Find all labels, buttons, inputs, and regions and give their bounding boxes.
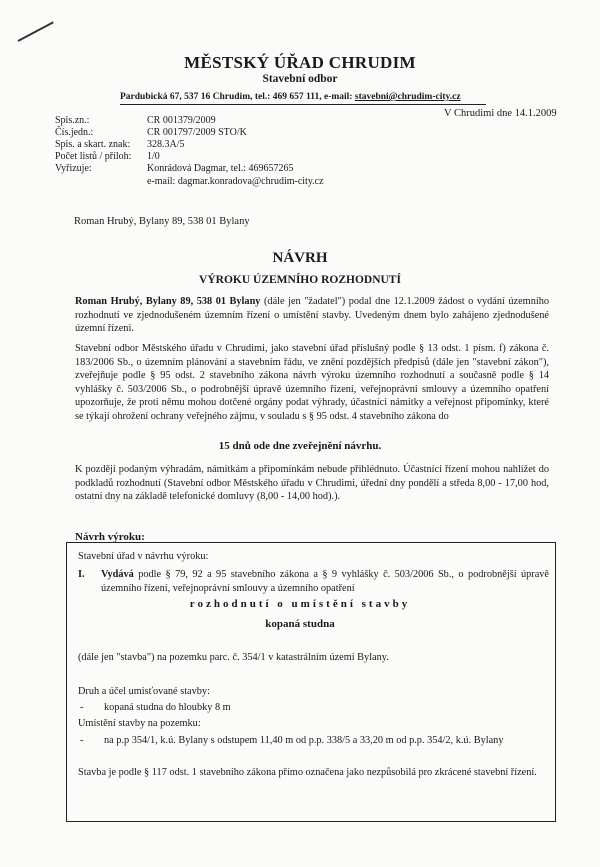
department-name: Stavební odbor [262, 73, 338, 85]
meta-value: CR 001797/2009 STO/K [147, 127, 247, 138]
office-name: MĚSTSKÝ ÚŘAD CHRUDIM [184, 53, 416, 72]
office-email-link[interactable]: stavebni@chrudim-city.cz [354, 92, 461, 102]
parcel-text: (dále jen "stavba") na pozemku parc. č. 354/1 v katastrálním území Bylany. [78, 652, 389, 663]
item-text: podle § 79, 92 a 95 stavebního zákona a § 9 vyhlášky č. 503/2006 Sb., o podrobnější úpravě územního řízení, veřejnoprávní smlouvy a územního opatření [101, 569, 549, 594]
meta-value: Konrádová Dagmar, tel.: 469657265 [147, 163, 294, 174]
location-bullet: - [80, 735, 84, 746]
item-number: I. [78, 569, 85, 580]
kind-bullet: - [80, 702, 84, 713]
meta-vyrizuje [55, 163, 294, 174]
building-name: kopaná studna [265, 618, 335, 630]
kind-label: Druh a účel umisťované stavby: [78, 686, 210, 697]
document-subtitle: VÝROKU ÚZEMNÍHO ROZHODNUTÍ [199, 274, 401, 286]
document-title: NÁVRH [272, 250, 328, 266]
meta-pocet [55, 151, 160, 162]
meta-cj [55, 127, 247, 138]
proposal-intro: Stavební úřad v návrhu výroku: [78, 551, 209, 562]
pen-mark [18, 21, 54, 42]
meta-value: 328.3A/5 [147, 139, 185, 150]
meta-label: Čís.jedn.: [55, 127, 94, 138]
meta-label: Spis. a skart. znak: [55, 139, 131, 150]
final-note: Stavba je podle § 117 odst. 1 stavebního zákona přímo označena jako nezpůsobilá pro zkrácené stavební řízení. [78, 767, 537, 778]
intro-paragraph [75, 295, 549, 336]
meta-label: Vyřizuje: [55, 163, 92, 174]
item-verb: Vydává [101, 569, 134, 580]
location-label: Umístění stavby na pozemku: [78, 718, 201, 729]
office-address [120, 92, 461, 102]
meta-spis [55, 115, 216, 126]
meta-email: e-mail: dagmar.konradova@chrudim-city.cz [147, 176, 324, 187]
inspection-paragraph: K později podaným výhradám, námitkám a připomínkám nebude přihlédnuto. Účastníci řízení mohou nahlížet do podkladů rozhodnutí (Stavební odbor Městského úřadu v Chrudimi, úřední dny pondělí a středa 8,00 - 17,00 hod, ostatní dny na základě telefonické domluvy (8,00 - 14,00 hod).). [75, 464, 549, 503]
meta-value: 1/0 [147, 151, 160, 162]
deadline-notice: 15 dnů ode dne zveřejnění návrhu. [218, 440, 382, 452]
address-text: Pardubická 67, 537 16 Chrudim, tel.: 469 657 111, e-mail: [120, 92, 355, 102]
proposal-heading: Návrh výroku: [75, 531, 145, 543]
proposal-item [101, 568, 549, 595]
date-place: V Chrudimi dne 14.1.2009 [444, 108, 557, 119]
recipient-address: Roman Hrubý, Bylany 89, 538 01 Bylany [74, 216, 250, 227]
applicant-name: Roman Hrubý, Bylany 89, 538 01 Bylany [75, 296, 261, 307]
kind-item: kopaná studna do hloubky 8 m [104, 702, 231, 713]
meta-label: Počet listů / příloh: [55, 151, 132, 162]
intro-text: (dále jen "žadatel") podal dne 12.1.2009 žádost o vydání územního rozhodnutí ve zjednodušeném územním řízení o umístění stavby. Uvedeným dnem bylo zahájeno zjednodušené územní řízení. [75, 296, 550, 335]
legal-paragraph: Stavební odbor Městského úřadu v Chrudimi, jako stavební úřad příslušný podle § 13 odst. 1 písm. f) zákona č. 183/2006 Sb., o územním plánování a stavebním řádu, ve znění pozdějších předpisů (dále jen "stavební zákon"), zveřejňuje podle § 95 odst. 2 stavebního zákona návrh výroku územního rozhodnutí a současně podle § 14 vyhlášky č. 503/2006 Sb., o podrobnější úpravě územního řízení, veřejnoprávní smlouvy a územního opatření upozorňuje, že proti němu mohou dotčené orgány podat výhrady, účastníci námitky a veřejnost připomínky, které se týkají ohrožení ochrany veřejného zájmu, v souladu s § 95 odst. 4 stavebního zákona do [75, 343, 549, 422]
meta-label: Spis.zn.: [55, 115, 90, 126]
location-item: na p.p 354/1, k.ú. Bylany s odstupem 11,40 m od p.p. 338/5 a 33,20 m od p.p. 354/2, k.ú. Bylany [104, 735, 504, 746]
decision-title: rozhodnutí o umístění stavby [189, 598, 411, 610]
header-rule [120, 104, 486, 105]
meta-value: CR 001379/2009 [147, 115, 216, 126]
meta-skart [55, 139, 185, 150]
